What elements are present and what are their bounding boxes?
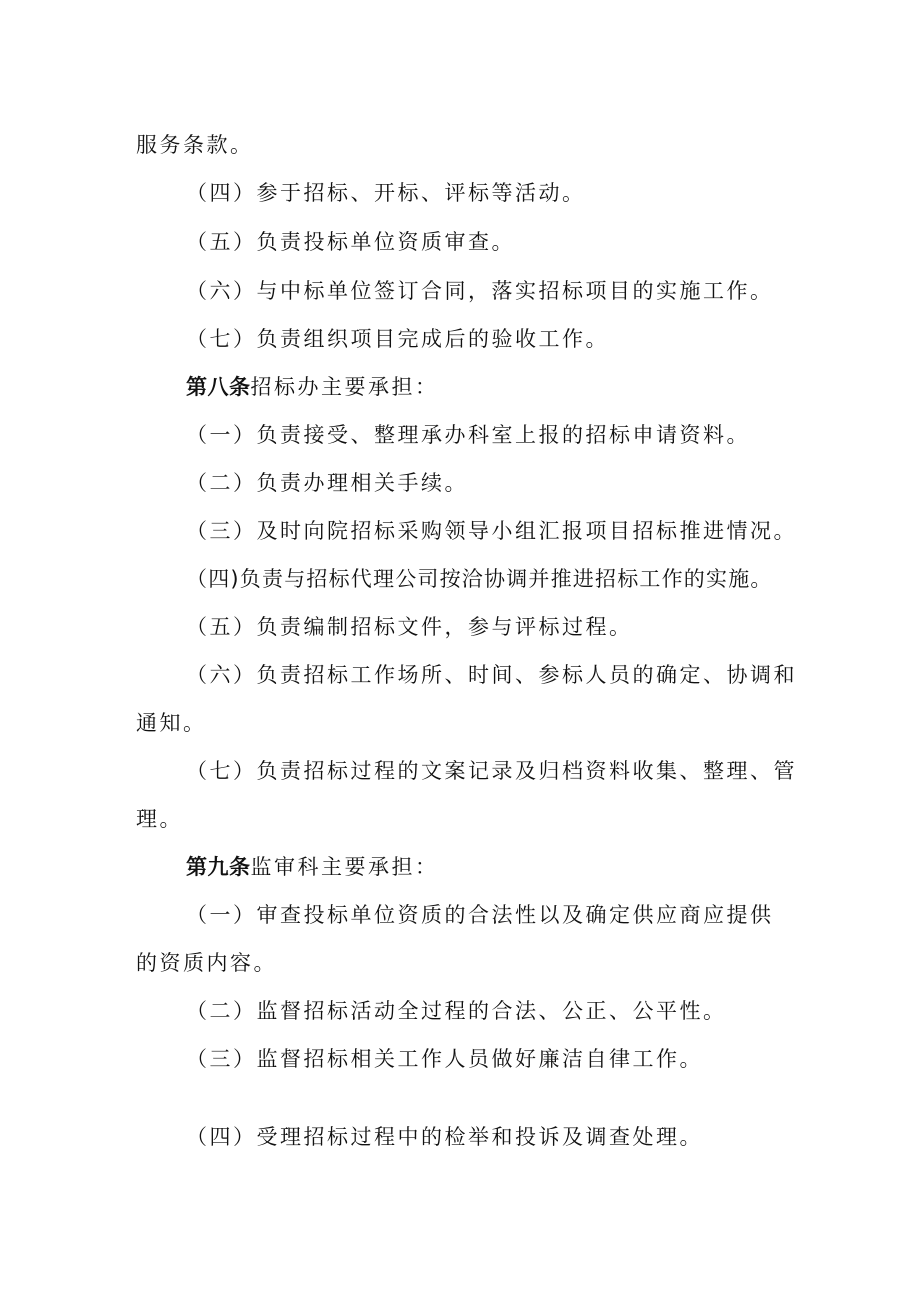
paragraph-line: （四)负责与招标代理公司按洽协调并推进招标工作的实施。 — [186, 567, 773, 591]
paragraph-line: （三）监督招标相关工作人员做好廉洁自律工作。 — [186, 1047, 703, 1071]
paragraph-line: （六）负责招标工作场所、时间、参标人员的确定、协调和 — [186, 663, 797, 687]
article-8-heading: 第八条 — [186, 375, 251, 399]
paragraph-line: 的资质内容。 — [136, 951, 277, 975]
paragraph-line: （三）及时向院招标采购领导小组汇报项目招标推进情况。 — [186, 519, 797, 543]
article-8-text: 招标办主要承担： — [250, 375, 439, 399]
paragraph-line: （六）与中标单位签订合同，落实招标项目的实施工作。 — [186, 279, 774, 303]
article-9-heading-line — [186, 852, 439, 882]
paragraph-line: （五）负责投标单位资质审查。 — [186, 230, 515, 254]
article-9-text: 监审科主要承担： — [250, 855, 439, 879]
paragraph-line: （四）参于招标、开标、评标等活动。 — [186, 181, 586, 205]
paragraph-line: （二）负责办理相关手续。 — [186, 471, 468, 495]
paragraph-line: （五）负责编制招标文件，参与评标过程。 — [186, 615, 633, 639]
paragraph-line: （二）监督招标活动全过程的合法、公正、公平性。 — [186, 999, 727, 1023]
paragraph-line: （一）审查投标单位资质的合法性以及确定供应商应提供 — [186, 903, 774, 927]
article-8-heading-line — [186, 372, 439, 402]
paragraph-line: （四）受理招标过程中的检举和投诉及调查处理。 — [186, 1125, 703, 1149]
paragraph-line: 通知。 — [136, 711, 207, 735]
paragraph-line: （七）负责招标过程的文案记录及归档资料收集、整理、管 — [186, 759, 797, 783]
paragraph-line: （七）负责组织项目完成后的验收工作。 — [186, 327, 609, 351]
article-9-heading: 第九条 — [186, 855, 251, 879]
paragraph-line: 服务条款。 — [136, 133, 254, 157]
paragraph-line: （一）负责接受、整理承办科室上报的招标申请资料。 — [186, 423, 750, 447]
paragraph-line: 理。 — [136, 807, 183, 831]
